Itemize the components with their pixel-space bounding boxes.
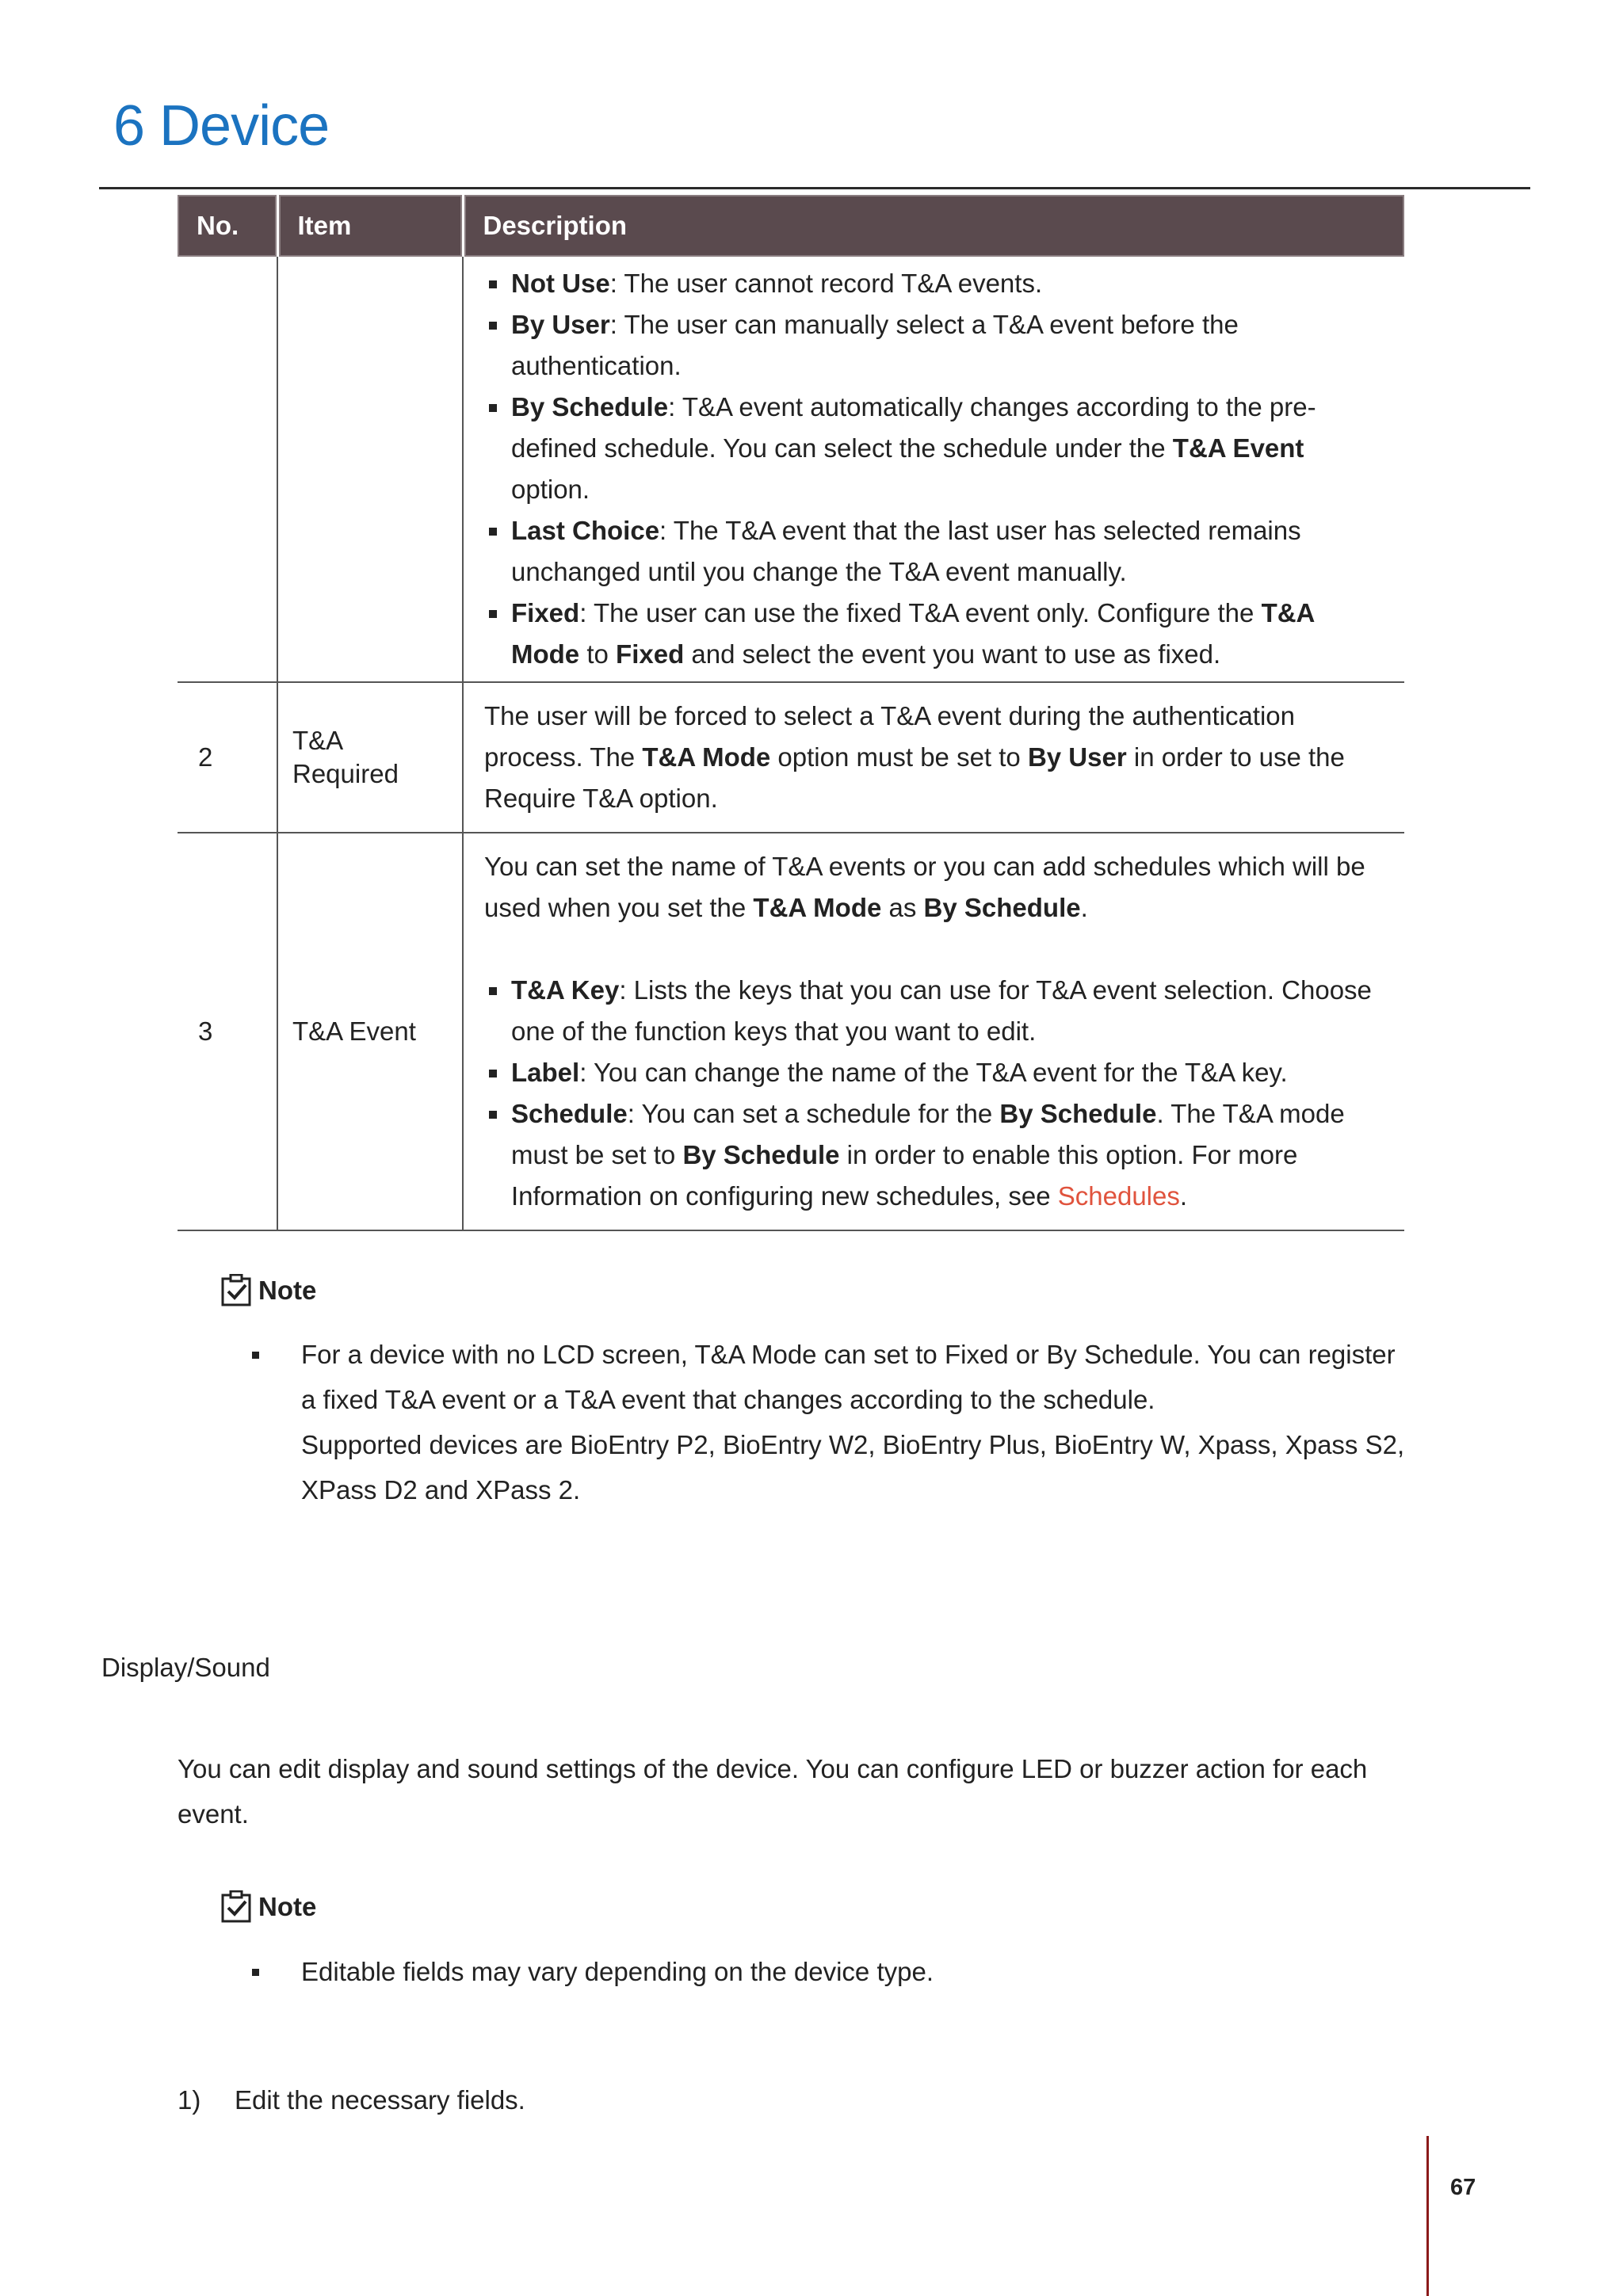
settings-table bbox=[178, 195, 1404, 1231]
section-heading: Display/Sound bbox=[101, 1653, 270, 1682]
note-label: Note bbox=[258, 1276, 317, 1305]
header-no: No. bbox=[178, 195, 277, 257]
note-checkbox-icon bbox=[220, 1274, 254, 1307]
note-label: Note bbox=[258, 1892, 317, 1921]
table-row bbox=[178, 833, 1404, 1230]
header-description: Description bbox=[463, 195, 1404, 257]
step-text: Edit the necessary fields. bbox=[235, 2085, 525, 2115]
schedules-link[interactable]: Schedules bbox=[1057, 1181, 1180, 1211]
list-item: Last Choice: The T&A event that the last user has selected remains unchanged until you change the T&A event manually. bbox=[484, 510, 1388, 593]
list-item: By Schedule: T&A event automatically changes according to the pre-defined schedule. You can select the schedule under the T&A Event option. bbox=[484, 387, 1388, 510]
table-row bbox=[178, 682, 1404, 833]
list-item: By User: The user can manually select a T&A event before the authentication. bbox=[484, 304, 1388, 387]
step-item bbox=[178, 2085, 525, 2115]
row-item: T&A Required bbox=[277, 682, 463, 833]
step-number: 1) bbox=[178, 2085, 201, 2115]
note-list bbox=[252, 1332, 1417, 1512]
event-options-list bbox=[484, 970, 1388, 1217]
page-number-divider bbox=[1426, 2136, 1429, 2296]
note-checkbox-icon bbox=[220, 1890, 254, 1924]
note-list bbox=[252, 1949, 1417, 1994]
list-item: For a device with no LCD screen, T&A Mode can set to Fixed or By Schedule. You can register a fixed T&A event or a T&A event that changes according to the schedule. Supported devices are BioEntry P2, BioEntry W2, BioEntry Plus, BioEntry W, Xpass, Xpass S2, XPass D2 and XPass 2. bbox=[252, 1332, 1417, 1512]
list-item: T&A Key: Lists the keys that you can use for T&A event selection. Choose one of the function keys that you want to edit. bbox=[484, 970, 1388, 1052]
mode-options-list bbox=[484, 263, 1388, 675]
row-no: 3 bbox=[178, 833, 277, 1230]
row-description bbox=[463, 257, 1404, 682]
note-heading bbox=[220, 1890, 316, 1924]
section-paragraph: You can edit display and sound settings of the device. You can configure LED or buzzer action for each event. bbox=[178, 1754, 1368, 1829]
note-heading bbox=[220, 1274, 316, 1307]
row-description: The user will be forced to select a T&A event during the authentication process. The T&A Mode option must be set to By User in order to use the Require T&A option. bbox=[463, 682, 1404, 833]
list-item: Not Use: The user cannot record T&A events. bbox=[484, 263, 1388, 304]
page-number: 67 bbox=[1450, 2175, 1476, 2200]
row-no: 2 bbox=[178, 682, 277, 833]
list-item: Schedule: You can set a schedule for the By Schedule. The T&A mode must be set to By Schedule in order to enable this option. For more Information on configuring new schedules, see Schedules. bbox=[484, 1093, 1388, 1217]
table-row bbox=[178, 257, 1404, 682]
row-description: You can set the name of T&A events or you can add schedules which will be used when you set the T&A Mode as By Schedule. T&A Key: Lists the keys that you can use for T&A event selection. Choose one of the function keys that you want to edit. Label: You can change the name of the T&A event for the T&A key. Schedule: You can set a schedule for the By Schedule. The T&A mode must be set to By Schedule in order to enable this option. For more Information on configuring new schedules, see Schedules. bbox=[463, 833, 1404, 1230]
row-item bbox=[277, 257, 463, 682]
chapter-title: 6 Device bbox=[113, 94, 330, 158]
list-item: Editable fields may vary depending on the device type. bbox=[252, 1949, 1417, 1994]
row-no bbox=[178, 257, 277, 682]
title-divider bbox=[99, 187, 1530, 189]
list-item: Label: You can change the name of the T&A event for the T&A key. bbox=[484, 1052, 1388, 1093]
header-item: Item bbox=[277, 195, 463, 257]
row-item: T&A Event bbox=[277, 833, 463, 1230]
table-header-row bbox=[178, 195, 1404, 257]
list-item: Fixed: The user can use the fixed T&A event only. Configure the T&A Mode to Fixed and select the event you want to use as fixed. bbox=[484, 593, 1388, 675]
